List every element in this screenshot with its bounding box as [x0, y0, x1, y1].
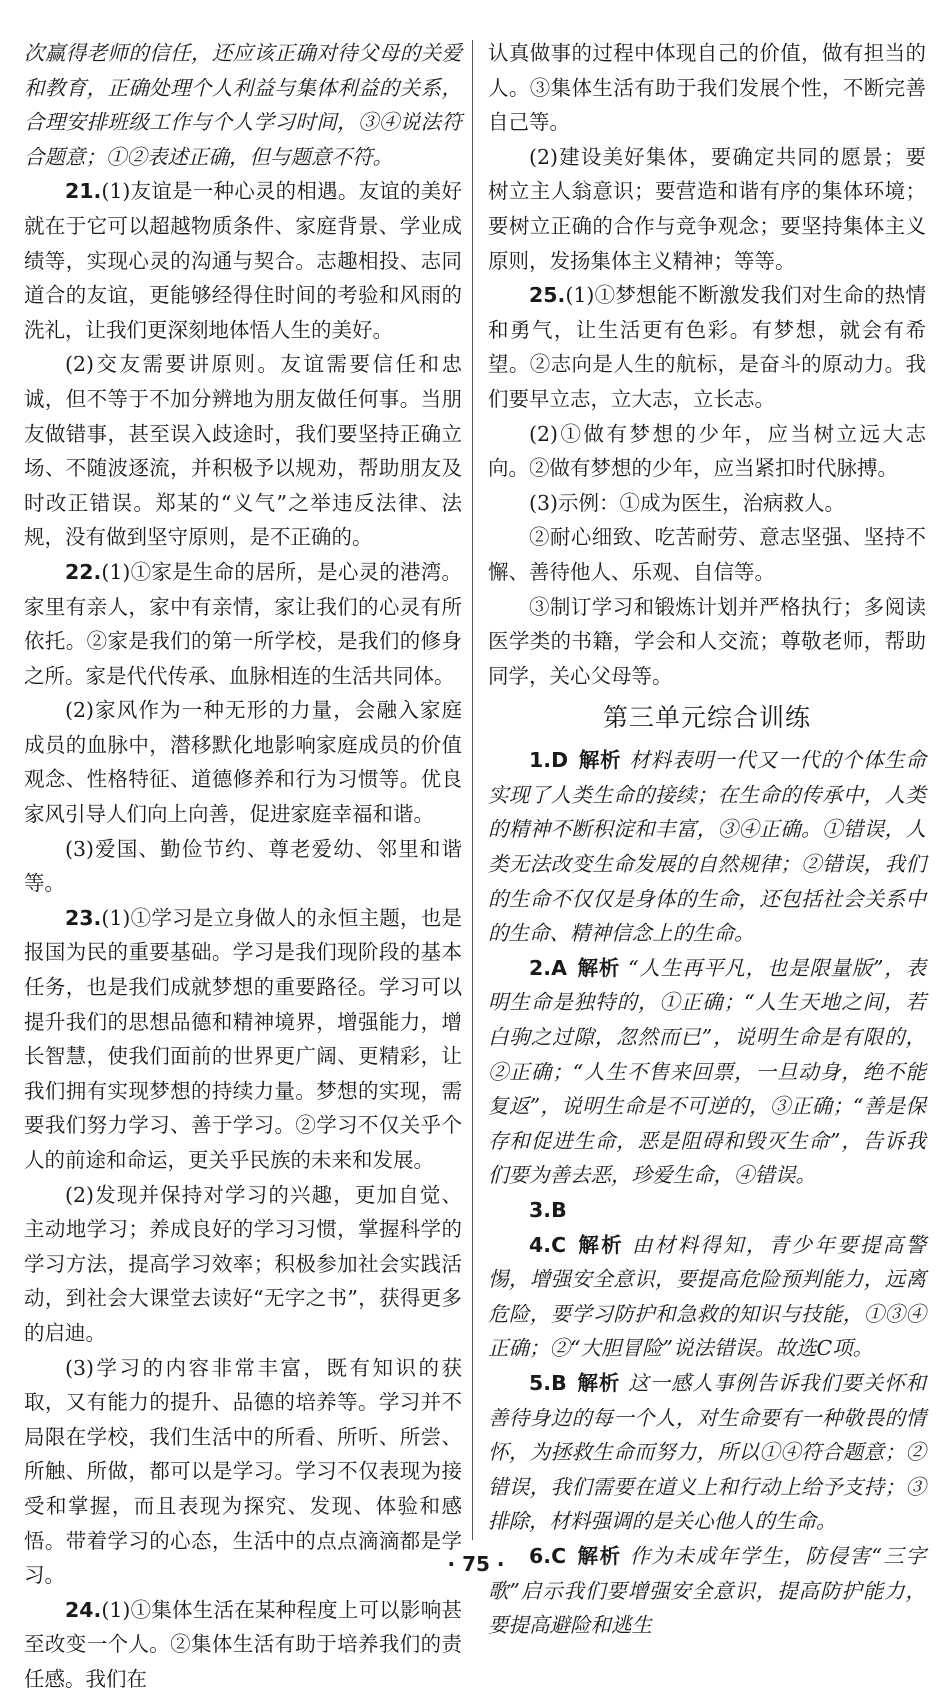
page-number: · 75 · [447, 1552, 505, 1576]
answer-2 [488, 951, 926, 1193]
question-number: 25. [529, 283, 566, 308]
question-number: 24. [65, 1597, 102, 1622]
analysis-label: 解析 [578, 748, 622, 773]
question-number: 2. [529, 955, 552, 980]
analysis-text: 这一感人事例告诉我们要关怀和善待身边的每一个人，对生命要有一种敬畏的情怀，为拯救生命而努力，所以①④符合题意；②错误，我们需要在道义上和行动上给予支持；③排除，材料强调的是关心他人的生命。 [488, 1370, 927, 1534]
question-number: 22. [65, 559, 102, 584]
answer-text: (1)①学习是立身做人的永恒主题，也是报国为民的重要基础。学习是我们现阶段的基本任务，也是我们成就梦想的重要路径。学习可以提升我们的思想品德和精神境界，增强能力，增长智慧，使我们面前的世界更广阔、更精彩，让我们拥有实现梦想的持续力量。梦想的实现，需要我们努力学习、善于学习。②学习不仅关乎个人的前途和命运，更关乎民族的未来和发展。 [24, 905, 462, 1172]
answer-letter: A [551, 955, 567, 980]
answer-letter: B [551, 1198, 567, 1222]
section-title: 第三单元综合训练 [602, 703, 811, 733]
question-number: 21. [65, 179, 102, 204]
question-25-part-1 [488, 278, 926, 416]
answer-text: (1)①家是生命的居所，是心灵的港湾。家里有亲人，家中有亲情，家让我们的心灵有所依托。②家是我们的第一所学校，是我们的修身之所。家是代代传承、血脉相连的生活共同体。 [24, 559, 462, 688]
answer-letter: C [551, 1543, 567, 1568]
question-number: 4. [529, 1232, 552, 1257]
question-22-part-2: (2)家风作为一种无形的力量，会融入家庭成员的血脉中，潜移默化地影响家庭成员的价值观念、性格特征、道德修养和行为习惯等。优良家风引导人们向上向善，促进家庭幸福和谐。 [24, 698, 462, 827]
analysis-text: 由材料得知，青少年要提高警惕，增强安全意识，要提高危险预判能力，远离危险，要学习防护和急救的知识与技能，①③④正确；②“大胆冒险”说法错误。故选C项。 [488, 1232, 927, 1361]
answer-text: (1)①梦想能不断激发我们对生命的热情和勇气，让生活更有色彩。有梦想，就会有希望。②志向是人生的航标，是奋斗的原动力。我们要早立志，立大志，立长志。 [488, 283, 926, 411]
question-22-part-3: (3)爱国、勤俭节约、尊老爱幼、邻里和谐等。 [24, 836, 462, 896]
answer-letter: D [551, 748, 569, 773]
question-number: 1. [529, 748, 552, 773]
question-25-part-3: (3)示例：①成为医生，治病救人。 [529, 490, 846, 515]
question-number: 23. [65, 905, 102, 930]
analysis-text: “人生再平凡，也是限量版”，表明生命是独特的，①正确；“人生天地之间，若白驹之过隙，忽然而已”，说明生命是有限的，②正确；“人生不售来回票，一旦动身，绝不能复返”，说明生命是不可逆的，③正确；“善是保存和促进生命，恶是阻碍和毁灭生命”，告诉我们要为善去恶，珍爱生命，④错误。 [488, 955, 927, 1188]
answer-text: (1)①集体生活在某种程度上可以影响甚至改变一个人。②集体生活有助于培养我们的责任感。我们在 [24, 1597, 462, 1691]
question-22-part-1 [24, 555, 462, 693]
question-number: 6. [529, 1543, 552, 1568]
question-24-part-1 [24, 1593, 462, 1697]
question-23-part-3: (3)学习的内容非常丰富，既有知识的获取，又有能力的提升、品德的培养等。学习并不局限在学校，我们生活中的所看、所听、所尝、所触、所做，都可以是学习。学习不仅表现为接受和掌握，而且表现为探究、发现、体验和感悟。带着学习的心态，生活中的点点滴滴都是学习。 [24, 1355, 462, 1588]
question-23-part-2: (2)发现并保持对学习的兴趣，更加自觉、主动地学习；养成良好的学习习惯，掌握科学的学习方法，提高学习效率；积极参加社会实践活动，到社会大课堂去读好“无字之书”，获得更多的启迪。 [24, 1182, 462, 1345]
analysis-text: 作为未成年学生，防侵害“三字歌”启示我们要增强安全意识，提高防护能力，要提高避险和逃生 [488, 1543, 926, 1638]
answer-1 [488, 743, 926, 951]
analysis-label: 解析 [576, 955, 621, 980]
analysis-text: 材料表明一代又一代的个体生命实现了人类生命的接续；在生命的传承中，人类的精神不断积淀和丰富，③④正确。①错误，人类无法改变生命发展的自然规律；②错误，我们的生命不仅仅是身体的生命，还包括社会关系中的生命、精神信念上的生命。 [488, 748, 927, 946]
analysis-label: 解析 [576, 1370, 621, 1395]
paragraph: 次赢得老师的信任，还应该正确对待父母的关爱和教育，正确处理个人利益与集体利益的关系，合理安排班级工作与个人学习时间，③④说法符合题意；①②表述正确，但与题意不符。 [24, 41, 462, 169]
left-column [24, 36, 462, 1697]
question-21-part-2: (2)交友需要讲原则。友谊需要信任和忠诚，但不等于不加分辨地为朋友做任何事。当朋友做错事，甚至误入歧途时，我们要坚持正确立场、不随波逐流，并积极予以规劝，帮助朋友及时改正错误。郑某的“义气”之举违反法律、法规，没有做到坚守原则，是不正确的。 [24, 352, 462, 550]
question-25-part-5: ③制订学习和锻炼计划并严格执行；多阅读医学类的书籍，学会和人交流；尊敬老师，帮助同学，关心父母等。 [488, 594, 926, 688]
column-divider [472, 40, 473, 1540]
question-25-part-2: (2)①做有梦想的少年，应当树立远大志向。②做有梦想的少年，应当紧扣时代脉搏。 [488, 421, 926, 481]
question-number: 3. [529, 1198, 552, 1222]
answer-5 [488, 1366, 926, 1539]
question-24-part-2: (2)建设美好集体，要确定共同的愿景；要树立主人翁意识；要营造和谐有序的集体环境；要树立正确的合作与竞争观念；要坚持集体主义原则，发扬集体主义精神；等等。 [488, 144, 926, 273]
question-23-part-1 [24, 901, 462, 1178]
answer-3 [488, 1193, 926, 1228]
question-21-part-1 [24, 174, 462, 347]
question-25-part-4: ②耐心细致、吃苦耐劳、意志坚强、坚持不懈、善待他人、乐观、自信等。 [488, 525, 926, 584]
analysis-label: 解析 [576, 1232, 624, 1257]
right-column [488, 36, 926, 1643]
answer-text: (1)友谊是一种心灵的相遇。友谊的美好就在于它可以超越物质条件、家庭背景、学业成绩等，实现心灵的沟通与契合。志趣相投、志同道合的友谊，更能够经得住时间的考验和风雨的洗礼，让我们更深刻地体悟人生的美好。 [24, 179, 462, 342]
analysis-label: 解析 [576, 1543, 622, 1568]
question-number: 5. [529, 1370, 552, 1395]
answer-letter: C [551, 1232, 567, 1257]
answer-letter: B [551, 1370, 567, 1395]
paragraph: 认真做事的过程中体现自己的价值，做有担当的人。③集体生活有助于我们发展个性，不断完善自己等。 [488, 41, 926, 135]
answer-4 [488, 1228, 926, 1366]
